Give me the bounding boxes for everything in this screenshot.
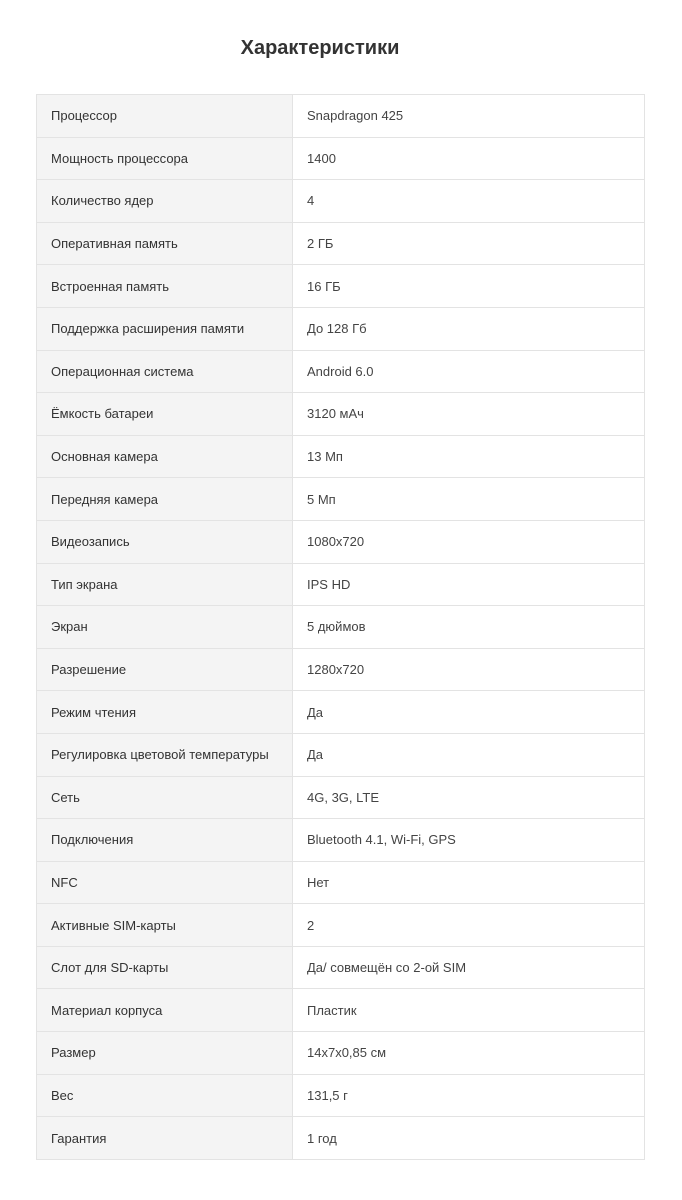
spec-row <box>37 776 645 819</box>
spec-row <box>37 946 645 989</box>
spec-label: Регулировка цветовой температуры <box>37 733 293 776</box>
spec-value: 13 Мп <box>293 435 645 478</box>
spec-row <box>37 520 645 563</box>
spec-value: Пластик <box>293 989 645 1032</box>
spec-row <box>37 989 645 1032</box>
spec-value: 1280x720 <box>293 648 645 691</box>
spec-row <box>37 222 645 265</box>
spec-row <box>37 393 645 436</box>
spec-row <box>37 904 645 947</box>
spec-value: 1080x720 <box>293 520 645 563</box>
spec-value: Да <box>293 733 645 776</box>
spec-value: Bluetooth 4.1, Wi-Fi, GPS <box>293 819 645 862</box>
spec-value: 131,5 г <box>293 1074 645 1117</box>
spec-label: Размер <box>37 1032 293 1075</box>
spec-label: Ёмкость батареи <box>37 393 293 436</box>
spec-value: 1400 <box>293 137 645 180</box>
spec-label: Оперативная память <box>37 222 293 265</box>
spec-label: Передняя камера <box>37 478 293 521</box>
spec-value: 5 Мп <box>293 478 645 521</box>
spec-value: 4G, 3G, LTE <box>293 776 645 819</box>
spec-label: Экран <box>37 606 293 649</box>
spec-label: Тип экрана <box>37 563 293 606</box>
spec-row <box>37 137 645 180</box>
spec-row <box>37 1117 645 1160</box>
spec-value: Нет <box>293 861 645 904</box>
specs-table <box>36 94 645 1160</box>
spec-label: Активные SIM-карты <box>37 904 293 947</box>
spec-value: Да <box>293 691 645 734</box>
spec-value: 14x7x0,85 см <box>293 1032 645 1075</box>
spec-value: До 128 Гб <box>293 307 645 350</box>
spec-row <box>37 307 645 350</box>
spec-row <box>37 180 645 223</box>
spec-label: Подключения <box>37 819 293 862</box>
spec-label: Вес <box>37 1074 293 1117</box>
spec-value: 2 ГБ <box>293 222 645 265</box>
spec-row <box>37 265 645 308</box>
spec-label: Сеть <box>37 776 293 819</box>
spec-label: Встроенная память <box>37 265 293 308</box>
spec-label: Слот для SD-карты <box>37 946 293 989</box>
spec-label: NFC <box>37 861 293 904</box>
spec-value: Android 6.0 <box>293 350 645 393</box>
spec-row <box>37 733 645 776</box>
spec-value: 4 <box>293 180 645 223</box>
spec-row <box>37 861 645 904</box>
spec-row <box>37 350 645 393</box>
spec-row <box>37 606 645 649</box>
spec-value: 5 дюймов <box>293 606 645 649</box>
specs-table-body <box>37 95 645 1160</box>
spec-label: Режим чтения <box>37 691 293 734</box>
page-title: Характеристики <box>240 37 400 59</box>
spec-value: IPS HD <box>293 563 645 606</box>
spec-row <box>37 819 645 862</box>
spec-row <box>37 1032 645 1075</box>
spec-value: 2 <box>293 904 645 947</box>
spec-row <box>37 648 645 691</box>
spec-label: Разрешение <box>37 648 293 691</box>
spec-value: Snapdragon 425 <box>293 95 645 138</box>
spec-value: 16 ГБ <box>293 265 645 308</box>
spec-label: Количество ядер <box>37 180 293 223</box>
spec-row <box>37 478 645 521</box>
spec-label: Гарантия <box>37 1117 293 1160</box>
spec-value: Да/ совмещён со 2-ой SIM <box>293 946 645 989</box>
spec-row <box>37 563 645 606</box>
spec-value: 3120 мАч <box>293 393 645 436</box>
spec-label: Мощность процессора <box>37 137 293 180</box>
spec-row <box>37 1074 645 1117</box>
spec-row <box>37 95 645 138</box>
spec-label: Процессор <box>37 95 293 138</box>
spec-label: Видеозапись <box>37 520 293 563</box>
spec-row <box>37 435 645 478</box>
spec-row <box>37 691 645 734</box>
spec-label: Основная камера <box>37 435 293 478</box>
spec-label: Материал корпуса <box>37 989 293 1032</box>
spec-value: 1 год <box>293 1117 645 1160</box>
spec-label: Поддержка расширения памяти <box>37 307 293 350</box>
spec-label: Операционная система <box>37 350 293 393</box>
